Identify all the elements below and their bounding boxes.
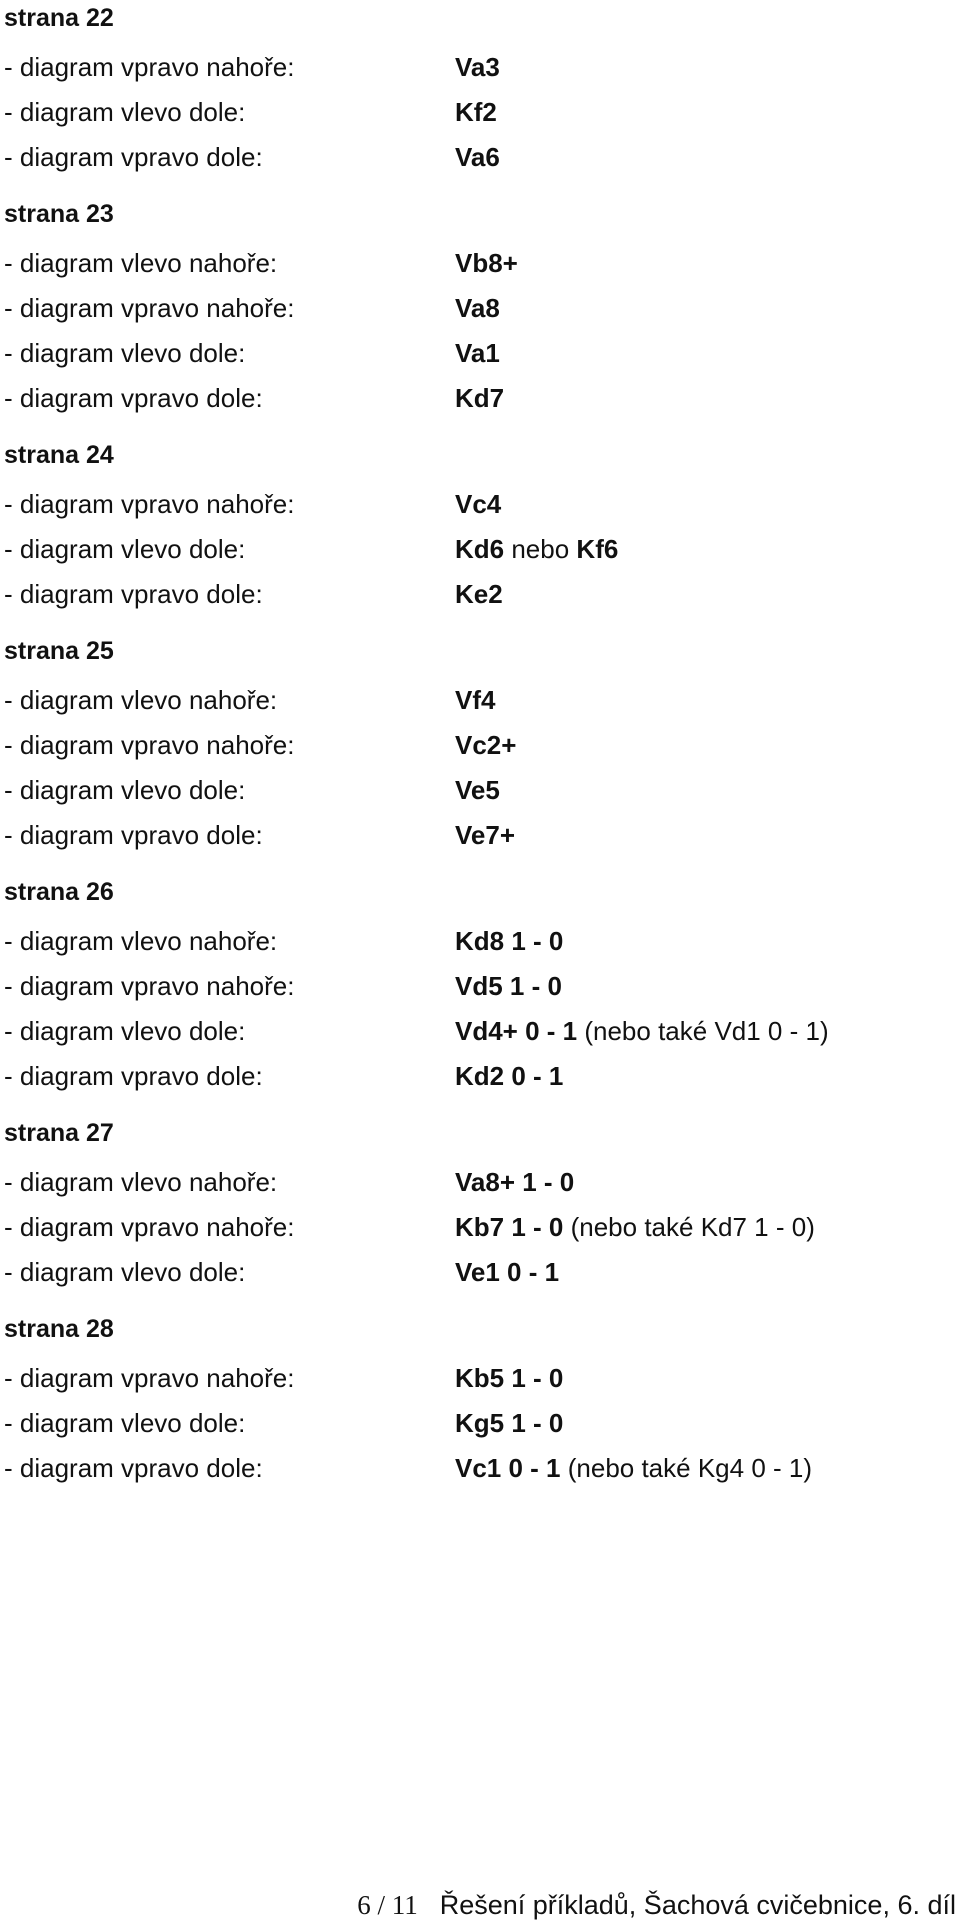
answer-note: (nebo také Vd1 0 - 1): [577, 1016, 829, 1046]
diagram-answer: [455, 813, 954, 858]
answer-move: Ve5: [455, 775, 500, 805]
diagram-position-label: - diagram vpravo nahoře:: [4, 730, 295, 760]
answer-document: [4, 0, 954, 1507]
answer-move: Kb5 1 - 0: [455, 1363, 564, 1393]
answer-move: Ke2: [455, 579, 503, 609]
diagram-position-label: - diagram vlevo dole:: [4, 338, 246, 368]
diagram-position-label: - diagram vpravo dole:: [4, 1061, 263, 1091]
page-section: [4, 1115, 954, 1295]
answer-move: Vc1 0 - 1: [455, 1453, 561, 1483]
diagram-answer: [455, 1054, 954, 1099]
answer-move: Ve1 0 - 1: [455, 1257, 560, 1287]
diagram-position-label: - diagram vpravo nahoře:: [4, 971, 295, 1001]
answer-move: Vf4: [455, 685, 496, 715]
diagram-position-label: - diagram vpravo dole:: [4, 579, 263, 609]
diagram-position-label: - diagram vlevo dole:: [4, 534, 246, 564]
diagram-row: [4, 919, 954, 964]
answer-note: (nebo také Kg4 0 - 1): [560, 1453, 812, 1483]
answer-move: Vd4+ 0 - 1: [455, 1016, 578, 1046]
diagram-row: [4, 1250, 954, 1295]
diagram-position-label: - diagram vpravo dole:: [4, 383, 263, 413]
section-title: strana 23: [4, 200, 114, 228]
section-title: strana 25: [4, 637, 114, 665]
diagram-position-label: - diagram vlevo dole:: [4, 775, 246, 805]
diagram-row: [4, 1401, 954, 1446]
section-title: strana 26: [4, 878, 114, 906]
diagram-answer: [455, 919, 954, 964]
diagram-answer: [455, 1205, 954, 1250]
answer-move: Va6: [455, 142, 500, 172]
answer-move: Vb8+: [455, 248, 518, 278]
diagram-position-label: - diagram vpravo dole:: [4, 820, 263, 850]
diagram-answer: [455, 135, 954, 180]
diagram-answer: [455, 1009, 954, 1054]
diagram-answer: [455, 527, 954, 572]
diagram-row: [4, 572, 954, 617]
diagram-position-label: - diagram vlevo dole:: [4, 1016, 246, 1046]
diagram-answer: [455, 331, 954, 376]
diagram-answer: [455, 1356, 954, 1401]
answer-move: Vc4: [455, 489, 502, 519]
diagram-answer: [455, 45, 954, 90]
diagram-answer: [455, 768, 954, 813]
answer-move: Va8+ 1 - 0: [455, 1167, 575, 1197]
diagram-answer: [455, 1401, 954, 1446]
diagram-row: [4, 1160, 954, 1205]
diagram-answer: [455, 1160, 954, 1205]
diagram-position-label: - diagram vlevo dole:: [4, 1408, 246, 1438]
diagram-row: [4, 1009, 954, 1054]
answer-move: Kf2: [455, 97, 497, 127]
diagram-row: [4, 527, 954, 572]
answer-note: (nebo také Kd7 1 - 0): [563, 1212, 815, 1242]
answer-move: Kd7: [455, 383, 505, 413]
diagram-answer: [455, 964, 954, 1009]
answer-move: Ve7+: [455, 820, 516, 850]
answer-move: Vc2+: [455, 730, 517, 760]
diagram-row: [4, 678, 954, 723]
diagram-row: [4, 376, 954, 421]
diagram-position-label: - diagram vpravo nahoře:: [4, 293, 295, 323]
answer-move: Va8: [455, 293, 500, 323]
answer-move: Kg5 1 - 0: [455, 1408, 564, 1438]
section-title: strana 24: [4, 441, 114, 469]
answer-move: Vd5 1 - 0: [455, 971, 562, 1001]
diagram-answer: [455, 572, 954, 617]
answer-move: Va1: [455, 338, 500, 368]
page-footer: [357, 1885, 956, 1925]
page-section: [4, 874, 954, 1099]
diagram-position-label: - diagram vlevo nahoře:: [4, 1167, 278, 1197]
diagram-position-label: - diagram vpravo nahoře:: [4, 1212, 295, 1242]
diagram-answer: [455, 1250, 954, 1295]
diagram-answer: [455, 376, 954, 421]
page-section: [4, 0, 954, 180]
diagram-row: [4, 964, 954, 1009]
diagram-position-label: - diagram vpravo dole:: [4, 1453, 263, 1483]
answer-move: Kb7 1 - 0: [455, 1212, 564, 1242]
diagram-row: [4, 1054, 954, 1099]
section-title: strana 28: [4, 1315, 114, 1343]
diagram-answer: [455, 286, 954, 331]
page-section: [4, 1311, 954, 1491]
diagram-row: [4, 286, 954, 331]
page-section: [4, 196, 954, 421]
diagram-position-label: - diagram vlevo nahoře:: [4, 926, 278, 956]
answer-move: Kd8 1 - 0: [455, 926, 564, 956]
diagram-position-label: - diagram vpravo nahoře:: [4, 52, 295, 82]
diagram-position-label: - diagram vlevo nahoře:: [4, 248, 278, 278]
diagram-row: [4, 1205, 954, 1250]
page-number: 6 / 11: [357, 1890, 418, 1920]
diagram-answer: [455, 241, 954, 286]
answer-move: Kf6: [576, 534, 619, 564]
diagram-row: [4, 813, 954, 858]
diagram-row: [4, 331, 954, 376]
footer-title: Řešení příkladů, Šachová cvičebnice, 6. díl: [439, 1890, 956, 1920]
answer-move: Va3: [455, 52, 500, 82]
answer-note: nebo: [504, 534, 577, 564]
diagram-row: [4, 723, 954, 768]
diagram-row: [4, 241, 954, 286]
diagram-row: [4, 768, 954, 813]
section-title: strana 27: [4, 1119, 114, 1147]
answer-move: Kd2 0 - 1: [455, 1061, 564, 1091]
diagram-answer: [455, 482, 954, 527]
diagram-position-label: - diagram vpravo nahoře:: [4, 1363, 295, 1393]
diagram-row: [4, 1356, 954, 1401]
diagram-row: [4, 1446, 954, 1491]
diagram-position-label: - diagram vlevo dole:: [4, 1257, 246, 1287]
diagram-answer: [455, 90, 954, 135]
diagram-row: [4, 90, 954, 135]
diagram-row: [4, 45, 954, 90]
diagram-answer: [455, 678, 954, 723]
page-section: [4, 437, 954, 617]
diagram-position-label: - diagram vlevo dole:: [4, 97, 246, 127]
page-section: [4, 633, 954, 858]
section-title: strana 22: [4, 4, 114, 32]
diagram-position-label: - diagram vpravo nahoře:: [4, 489, 295, 519]
answer-move: Kd6: [455, 534, 505, 564]
diagram-answer: [455, 723, 954, 768]
diagram-row: [4, 135, 954, 180]
diagram-answer: [455, 1446, 954, 1491]
diagram-row: [4, 482, 954, 527]
diagram-position-label: - diagram vpravo dole:: [4, 142, 263, 172]
diagram-position-label: - diagram vlevo nahoře:: [4, 685, 278, 715]
